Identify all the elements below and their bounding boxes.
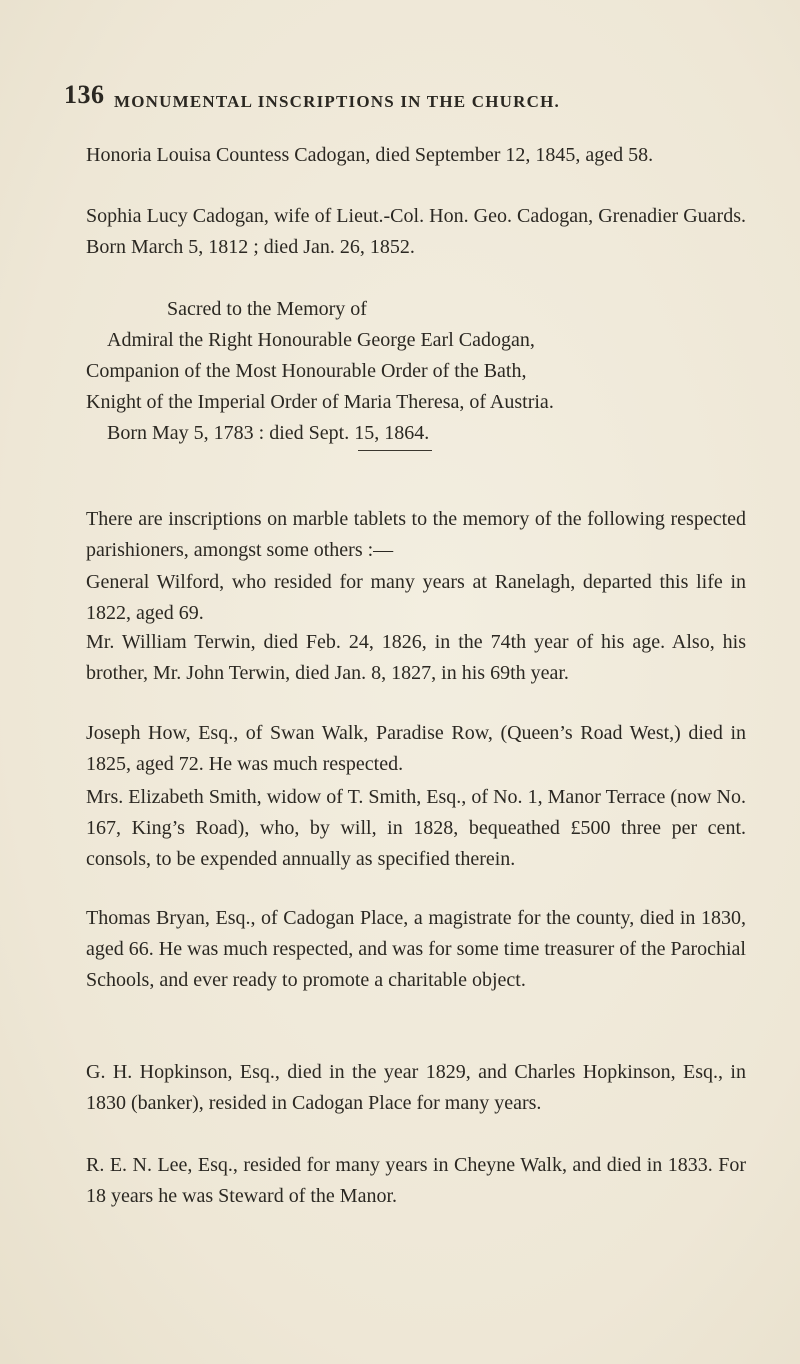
inscription-rem-lee: R. E. N. Lee, Esq., resided for many years in Cheyne Walk, and died in 1833. For 18 years he was Steward of the Manor. xyxy=(86,1154,746,1207)
inscription-hopkinson: G. H. Hopkinson, Esq., died in the year 1829, and Charles Hopkinson, Esq., in 1830 (banker), resided in Cadogan Place for many years. xyxy=(86,1061,746,1114)
section-divider xyxy=(358,450,432,451)
memorial-george-earl-cadogan xyxy=(86,294,746,449)
memorial-line: Companion of the Most Honourable Order of the Bath, xyxy=(86,360,527,382)
page-number: 136 xyxy=(64,80,105,109)
inscription-william-terwin: Mr. William Terwin, died Feb. 24, 1826, in the 74th year of his age. Also, his brother, Mr. John Terwin, died Jan. 8, 1827, in his 69th year. xyxy=(86,631,746,684)
inscription-sophia-cadogan: Sophia Lucy Cadogan, wife of Lieut.-Col. Hon. Geo. Cadogan, Grenadier Guards. Born March 5, 1812 ; died Jan. 26, 1852. xyxy=(86,205,746,258)
memorial-line: Admiral the Right Honourable George Earl Cadogan, xyxy=(107,329,535,351)
page-header xyxy=(64,80,764,120)
intro-paragraph: There are inscriptions on marble tablets to the memory of the following respected parishioners, amongst some others :— xyxy=(86,508,746,561)
memorial-line: Sacred to the Memory of xyxy=(167,298,367,320)
inscription-joseph-how: Joseph How, Esq., of Swan Walk, Paradise Row, (Queen’s Road West,) died in 1825, aged 72. He was much respected. xyxy=(86,722,746,775)
inscription-general-wilford: General Wilford, who resided for many years at Ranelagh, departed this life in 1822, aged 69. xyxy=(86,571,746,624)
inscription-thomas-bryan: Thomas Bryan, Esq., of Cadogan Place, a magistrate for the county, died in 1830, aged 66. He was much respected, and was for some time treasurer of the Parochial Schools, and ever ready to promote a charitable object. xyxy=(86,907,746,991)
inscription-elizabeth-smith: Mrs. Elizabeth Smith, widow of T. Smith, Esq., of No. 1, Manor Terrace (now No. 167, King’s Road), who, by will, in 1828, bequeathed £500 three per cent. consols, to be expended annually as specified therein. xyxy=(86,786,746,870)
memorial-line: Knight of the Imperial Order of Maria Theresa, of Austria. xyxy=(86,391,554,413)
running-title: MONUMENTAL INSCRIPTIONS IN THE CHURCH. xyxy=(114,92,560,111)
inscription-honoria-cadogan: Honoria Louisa Countess Cadogan, died September 12, 1845, aged 58. xyxy=(86,144,654,166)
memorial-line: Born May 5, 1783 : died Sept. 15, 1864. xyxy=(107,422,430,444)
